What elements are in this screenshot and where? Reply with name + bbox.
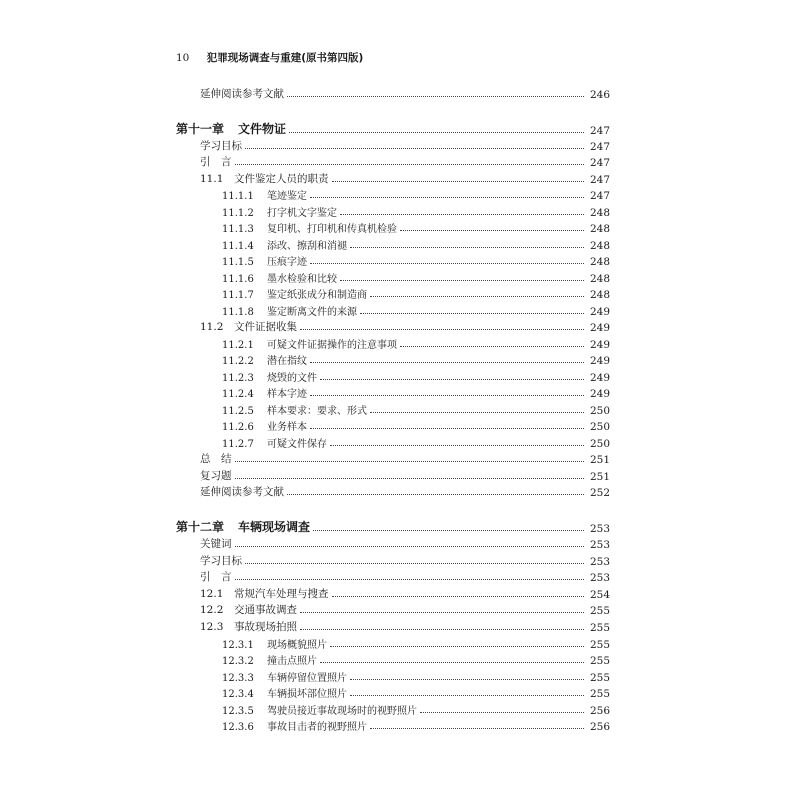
toc-entry-title: 延伸阅读参考文献 xyxy=(200,486,284,498)
toc-entry-number: 11.2.3 xyxy=(222,373,254,384)
toc-entry xyxy=(222,384,610,400)
dot-leader xyxy=(332,596,585,597)
toc-entry xyxy=(222,701,610,717)
toc-entry xyxy=(200,85,610,101)
toc-entry-label xyxy=(176,120,286,137)
dot-leader xyxy=(235,579,585,580)
toc-entry-title: 车辆现场调查 xyxy=(238,520,311,534)
dot-leader xyxy=(235,164,585,165)
toc-entry-number: 12.3.2 xyxy=(222,656,254,667)
toc-entry-title: 撞击点照片 xyxy=(267,656,317,667)
dot-leader xyxy=(287,494,584,495)
toc-entry-title: 可疑文件证据操作的注意事项 xyxy=(267,340,397,351)
page-number: 10 xyxy=(176,52,190,64)
toc-page-number: 255 xyxy=(589,622,610,634)
toc-page-number: 253 xyxy=(589,539,610,551)
toc-entry-label xyxy=(222,336,397,351)
toc-entry-number: 12.3.5 xyxy=(222,706,254,717)
toc-entry-title: 车辆损坏部位照片 xyxy=(267,689,347,700)
toc-entry xyxy=(222,186,610,202)
dot-leader xyxy=(310,362,584,363)
toc-entry-label xyxy=(222,435,327,450)
toc-page-number: 249 xyxy=(589,339,610,351)
toc-page-number: 249 xyxy=(589,322,610,334)
toc-entry-label xyxy=(200,553,242,568)
toc-entry-label xyxy=(222,636,327,651)
toc-page-number: 256 xyxy=(589,705,610,717)
toc-entry-label xyxy=(200,468,232,483)
toc-entry-label xyxy=(200,569,232,584)
toc-entry-label xyxy=(222,385,307,400)
toc-page-number: 248 xyxy=(589,289,610,301)
toc-entry xyxy=(200,467,610,483)
toc-entry-title: 样本字迹 xyxy=(267,389,307,400)
toc-entry-label xyxy=(176,518,310,535)
toc-entry-number: 11.2.6 xyxy=(222,422,254,433)
dot-leader xyxy=(340,280,584,281)
toc-entry-label xyxy=(222,253,307,268)
toc-entry xyxy=(222,252,610,268)
dot-leader xyxy=(310,428,584,429)
toc-entry-label xyxy=(222,702,417,717)
dot-leader xyxy=(310,263,584,264)
toc-page-number: 253 xyxy=(589,523,610,535)
dot-leader xyxy=(300,629,584,630)
dot-leader xyxy=(235,546,585,547)
toc-entry-number: 11.2.5 xyxy=(222,406,254,417)
toc-entry-title: 鉴定断离文件的来源 xyxy=(267,307,357,318)
toc-entry-label xyxy=(222,187,307,202)
toc-entry-number: 11.1.2 xyxy=(222,208,254,219)
toc-entry-label xyxy=(222,303,357,318)
toc-page-number: 253 xyxy=(589,572,610,584)
toc-chapter-heading xyxy=(176,121,610,137)
toc-entry-title: 车辆停留位置照片 xyxy=(267,673,347,684)
toc-entry-title: 引 言 xyxy=(200,156,232,168)
toc-entry-label xyxy=(222,669,347,684)
dot-leader xyxy=(313,530,584,531)
toc-entry-title: 文件鉴定人员的职责 xyxy=(234,173,329,185)
toc-entry-title: 墨水检验和比较 xyxy=(267,274,337,285)
book-title: 犯罪现场调查与重建(原书第四版) xyxy=(206,52,364,64)
toc-entry xyxy=(222,651,610,667)
toc-entry xyxy=(222,401,610,417)
dot-leader xyxy=(320,662,584,663)
toc-entry xyxy=(200,450,610,466)
toc-entry-title: 学习目标 xyxy=(200,140,242,152)
toc-page-number: 253 xyxy=(589,556,610,568)
dot-leader xyxy=(300,612,584,613)
toc-entry-label xyxy=(222,352,307,367)
toc-entry-title: 复习题 xyxy=(200,470,232,482)
dot-leader xyxy=(330,445,584,446)
toc-entry-label xyxy=(222,220,397,235)
dot-leader xyxy=(370,296,584,297)
dot-leader xyxy=(235,478,585,479)
toc-entry-number: 11.1.4 xyxy=(222,241,254,252)
toc-entry-label xyxy=(200,319,297,334)
toc-entry-title: 添改、擦刮和消褪 xyxy=(267,241,347,252)
toc-entry-number: 12.3.3 xyxy=(222,673,254,684)
toc-entry-title: 压痕字迹 xyxy=(267,257,307,268)
toc-entry-title: 总 结 xyxy=(200,453,232,465)
toc-entry-title: 笔迹鉴定 xyxy=(267,191,307,202)
toc-page-number: 255 xyxy=(589,672,610,684)
toc-page-number: 248 xyxy=(589,207,610,219)
toc-page-number: 248 xyxy=(589,273,610,285)
toc-entry-label xyxy=(222,418,307,433)
toc-entry-number: 12.3.1 xyxy=(222,640,254,651)
dot-leader xyxy=(332,181,585,182)
toc-page-number: 248 xyxy=(589,240,610,252)
toc-page-number: 252 xyxy=(589,487,610,499)
toc-entry-label xyxy=(222,402,367,417)
toc-page-number: 247 xyxy=(589,190,610,202)
toc-entry xyxy=(200,601,610,617)
toc-page-number: 250 xyxy=(589,421,610,433)
toc-entry xyxy=(222,219,610,235)
toc-entry-label xyxy=(200,86,284,101)
toc-page-number: 247 xyxy=(589,157,610,169)
toc-page-number: 249 xyxy=(589,372,610,384)
toc-entry-title: 复印机、打印机和传真机检验 xyxy=(267,224,397,235)
dot-leader xyxy=(235,461,585,462)
toc-page-number: 248 xyxy=(589,256,610,268)
toc-chapter-heading xyxy=(176,519,610,535)
dot-leader xyxy=(370,728,584,729)
toc-entry-title: 延伸阅读参考文献 xyxy=(200,88,284,100)
toc-entry-number: 12.3 xyxy=(200,621,224,633)
toc-entry xyxy=(200,552,610,568)
toc-entry-number: 11.2.7 xyxy=(222,439,254,450)
toc-page-number: 250 xyxy=(589,405,610,417)
toc-entry-label xyxy=(200,586,329,601)
toc-entry-label xyxy=(200,451,232,466)
toc-entry xyxy=(222,285,610,301)
toc-entry xyxy=(222,236,610,252)
toc-page-number: 247 xyxy=(589,125,610,137)
dot-leader xyxy=(310,197,584,198)
toc-page-number: 247 xyxy=(589,141,610,153)
toc-entry xyxy=(222,417,610,433)
dot-leader xyxy=(320,379,584,380)
toc-entry-label xyxy=(200,154,232,169)
toc-entry-number: 第十一章 xyxy=(176,122,225,136)
toc-page-number: 247 xyxy=(589,174,610,186)
dot-leader xyxy=(289,132,584,133)
toc-page-number: 249 xyxy=(589,306,610,318)
toc-entry-title: 学习目标 xyxy=(200,555,242,567)
toc-entry-label xyxy=(222,286,367,301)
dot-leader xyxy=(400,346,584,347)
toc-entry-title: 业务样本 xyxy=(267,422,307,433)
toc-page-number: 249 xyxy=(589,388,610,400)
toc-entry-title: 烧毁的文件 xyxy=(267,373,317,384)
toc-entry-title: 现场概貌照片 xyxy=(267,640,327,651)
toc-page-number: 255 xyxy=(589,605,610,617)
dot-leader xyxy=(370,412,584,413)
toc-entry-number: 11.2.1 xyxy=(222,340,254,351)
dot-leader xyxy=(350,695,584,696)
toc-entry-number: 11.1 xyxy=(200,173,224,185)
dot-leader xyxy=(340,214,584,215)
toc-entry xyxy=(200,483,610,499)
toc-entry-number: 11.1.6 xyxy=(222,274,254,285)
toc-entry-title: 鉴定纸张成分和制造商 xyxy=(267,290,367,301)
toc-page-number: 250 xyxy=(589,438,610,450)
toc-entry-label xyxy=(200,171,329,186)
toc-entry xyxy=(200,137,610,153)
toc-entry-label xyxy=(200,619,297,634)
toc-entry-label xyxy=(200,138,242,153)
toc-entry xyxy=(200,535,610,551)
toc-entry-title: 事故目击者的视野照片 xyxy=(267,722,367,733)
toc-entry-label xyxy=(222,270,337,285)
dot-leader xyxy=(360,313,584,314)
toc-entry xyxy=(222,335,610,351)
toc-entry xyxy=(200,318,610,334)
dot-leader xyxy=(350,679,584,680)
toc-entry-label xyxy=(222,652,317,667)
dot-leader xyxy=(400,230,584,231)
toc-entry xyxy=(222,351,610,367)
toc-entry xyxy=(200,568,610,584)
toc-entry-number: 11.1.8 xyxy=(222,307,254,318)
toc-entry xyxy=(200,170,610,186)
toc-page-number: 246 xyxy=(589,89,610,101)
toc-entry-label xyxy=(200,484,284,499)
toc-entry-number: 11.1.3 xyxy=(222,224,254,235)
toc-entry-title: 文件物证 xyxy=(238,122,287,136)
toc-entry xyxy=(222,203,610,219)
toc-entry-label xyxy=(222,718,367,733)
toc-page-number: 251 xyxy=(589,454,610,466)
toc-page-number: 254 xyxy=(589,589,610,601)
toc-entry-title: 事故现场拍照 xyxy=(234,621,297,633)
toc-entry-number: 11.1.1 xyxy=(222,191,254,202)
toc-page-number: 251 xyxy=(589,471,610,483)
toc-entry-title: 常规汽车处理与搜查 xyxy=(234,588,329,600)
toc-entry-label xyxy=(222,685,347,700)
toc-entry-number: 12.3.4 xyxy=(222,689,254,700)
toc-entry-label xyxy=(222,237,347,252)
toc-entry-title: 驾驶员接近事故现场时的视野照片 xyxy=(267,706,417,717)
toc-page-number: 255 xyxy=(589,639,610,651)
toc-entry-number: 11.2.2 xyxy=(222,356,254,367)
toc-entry xyxy=(222,434,610,450)
toc-entry-number: 11.2 xyxy=(200,321,224,333)
toc-entry xyxy=(222,717,610,733)
dot-leader xyxy=(245,148,584,149)
toc-entry-number: 11.1.7 xyxy=(222,290,254,301)
toc-entry-title: 交通事故调查 xyxy=(234,604,297,616)
toc-entry-label xyxy=(200,536,232,551)
toc-page-number: 249 xyxy=(589,355,610,367)
toc-entry-number: 11.2.4 xyxy=(222,389,254,400)
toc-entry-title: 引 言 xyxy=(200,571,232,583)
toc-entry xyxy=(222,368,610,384)
toc-entry-number: 12.3.6 xyxy=(222,722,254,733)
toc-page-number: 255 xyxy=(589,655,610,667)
toc-entry xyxy=(222,302,610,318)
toc-entry-title: 关键词 xyxy=(200,538,232,550)
toc-entry-title: 潜在指纹 xyxy=(267,356,307,367)
toc-entry-label xyxy=(222,369,317,384)
dot-leader xyxy=(287,96,584,97)
toc-page-number: 255 xyxy=(589,688,610,700)
toc-entry-title: 文件证据收集 xyxy=(234,321,297,333)
toc-entry xyxy=(222,684,610,700)
toc-entry-title: 可疑文件保存 xyxy=(267,439,327,450)
toc-entry xyxy=(200,153,610,169)
toc-entry xyxy=(222,668,610,684)
toc-page-number: 256 xyxy=(589,721,610,733)
dot-leader xyxy=(310,395,584,396)
toc-entry-number: 12.1 xyxy=(200,588,224,600)
toc-entry-number: 第十二章 xyxy=(176,520,225,534)
toc-entry xyxy=(200,618,610,634)
dot-leader xyxy=(330,646,584,647)
toc-entry xyxy=(222,269,610,285)
dot-leader xyxy=(245,563,584,564)
toc-page-number: 248 xyxy=(589,223,610,235)
toc-entry-label xyxy=(200,602,297,617)
toc-entry-number: 12.2 xyxy=(200,604,224,616)
toc-entry-title: 打字机文字鉴定 xyxy=(267,208,337,219)
running-header xyxy=(176,50,363,65)
toc-entry-title: 样本要求：要求、形式 xyxy=(267,406,367,417)
toc-entry xyxy=(200,585,610,601)
dot-leader xyxy=(350,247,584,248)
dot-leader xyxy=(420,712,584,713)
toc-entry-number: 11.1.5 xyxy=(222,257,254,268)
toc-entry xyxy=(222,635,610,651)
toc-entry-label xyxy=(222,204,337,219)
dot-leader xyxy=(300,329,584,330)
